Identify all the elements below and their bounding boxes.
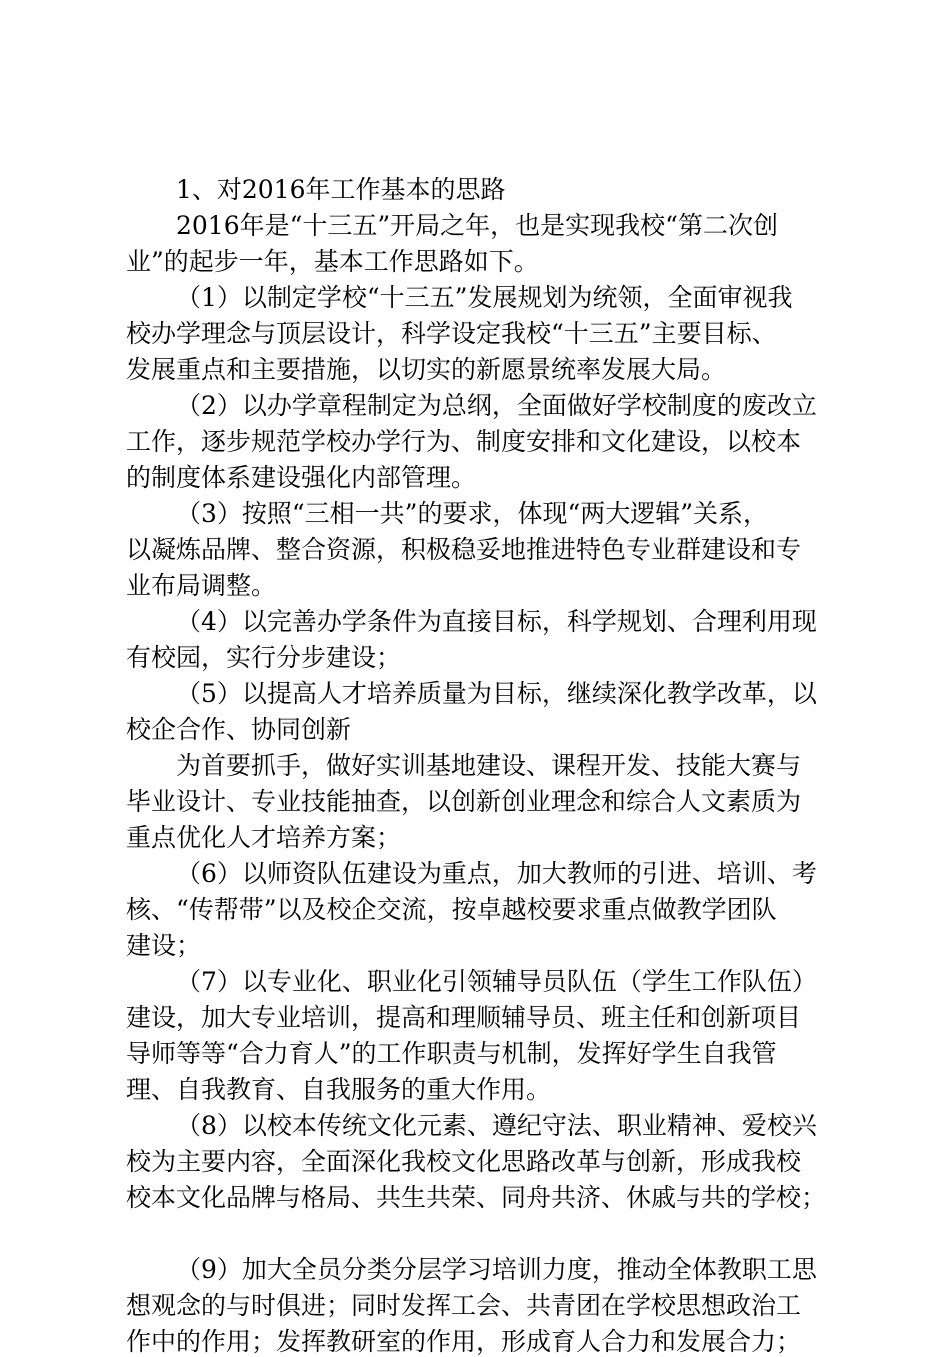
paragraph-line: 工作，逐步规范学校办学行为、制度安排和文化建设，以校本 xyxy=(126,427,802,456)
section-heading: 1、对2016年工作基本的思路 xyxy=(176,175,506,204)
paragraph-line: 作中的作用；发挥教研室的作用，形成育人合力和发展合力； xyxy=(126,1327,802,1356)
paragraph-line: （3）按照“三相一共”的要求，体现“两大逻辑”关系， xyxy=(176,499,769,528)
paragraph-line: 2016年是“十三五”开局之年，也是实现我校“第二次创 xyxy=(176,211,778,240)
paragraph-line: 校企合作、协同创新 xyxy=(126,715,352,744)
paragraph-line: 业布局调整。 xyxy=(126,571,277,600)
paragraph-line: 业”的起步一年，基本工作思路如下。 xyxy=(126,247,539,276)
paragraph-line: 校为主要内容，全面深化我校文化思路改革与创新，形成我校 xyxy=(126,1147,802,1176)
paragraph-line: 理、自我教育、自我服务的重大作用。 xyxy=(126,1075,552,1104)
paragraph-line: （9）加大全员分类分层学习培训力度，推动全体教职工思 xyxy=(176,1255,817,1284)
paragraph-line: （1）以制定学校“十三五”发展规划为统领，全面审视我 xyxy=(176,283,793,312)
paragraph-line: 发展重点和主要措施，以切实的新愿景统率发展大局。 xyxy=(126,355,727,384)
paragraph-line: （4）以完善办学条件为直接目标，科学规划、合理利用现 xyxy=(176,607,817,636)
paragraph-line: （5）以提高人才培养质量为目标，继续深化教学改革，以 xyxy=(176,679,817,708)
paragraph-line: 毕业设计、专业技能抽查，以创新创业理念和综合人文素质为 xyxy=(126,787,802,816)
paragraph-line: 建设，加大专业培训，提高和理顺辅导员、班主任和创新项目 xyxy=(126,1003,802,1032)
paragraph-line: 的制度体系建设强化内部管理。 xyxy=(126,463,477,492)
paragraph-line: 重点优化人才培养方案； xyxy=(126,823,402,852)
paragraph-line: 想观念的与时俱进；同时发挥工会、共青团在学校思想政治工 xyxy=(126,1291,802,1320)
paragraph-line: 校办学理念与顶层设计，科学设定我校“十三五”主要目标、 xyxy=(126,319,777,348)
paragraph-line: （7）以专业化、职业化引领辅导员队伍（学生工作队伍） xyxy=(176,967,817,996)
paragraph-line: 为首要抓手，做好实训基地建设、课程开发、技能大赛与 xyxy=(176,751,802,780)
paragraph-line: （2）以办学章程制定为总纲，全面做好学校制度的废改立 xyxy=(176,391,817,420)
paragraph-line: （8）以校本传统文化元素、遵纪守法、职业精神、爱校兴 xyxy=(176,1111,817,1140)
paragraph-line: 导师等等“合力育人”的工作职责与机制，发挥好学生自我管 xyxy=(126,1039,777,1068)
paragraph-line: 有校园，实行分步建设； xyxy=(126,643,402,672)
paragraph-line: 建设； xyxy=(126,931,202,960)
paragraph-line: 校本文化品牌与格局、共生共荣、同舟共济、休戚与共的学校； xyxy=(126,1183,827,1212)
paragraph-line: （6）以师资队伍建设为重点，加大教师的引进、培训、考 xyxy=(176,859,817,888)
paragraph-line: 核、“传帮带”以及校企交流，按卓越校要求重点做教学团队 xyxy=(126,895,777,924)
paragraph-line: 以凝炼品牌、整合资源，积极稳妥地推进特色专业群建设和专 xyxy=(126,535,802,564)
